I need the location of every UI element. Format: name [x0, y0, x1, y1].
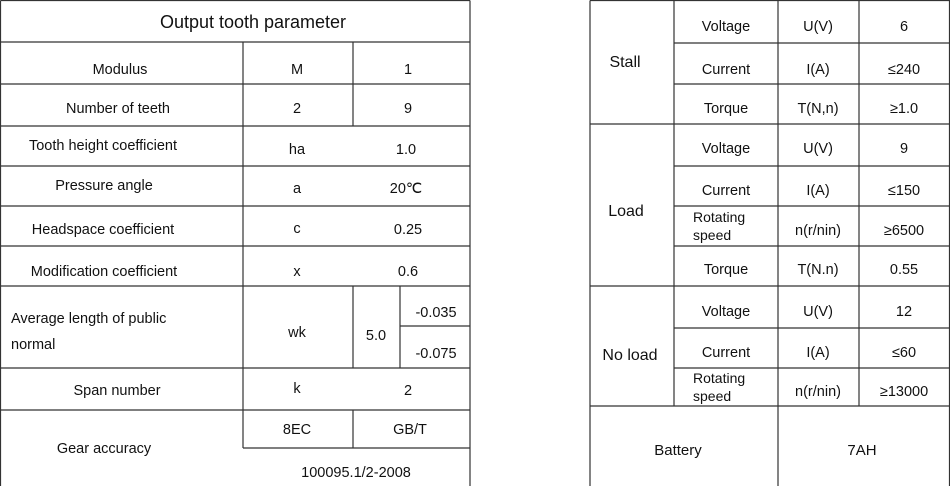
param-value-modulus: 1	[403, 62, 413, 78]
load-torque-unit: T(N.n)	[797, 262, 839, 278]
noload-current-param: Current	[701, 345, 751, 361]
param-value-teeth: 9	[403, 101, 413, 117]
param-name-modulus: Modulus	[92, 62, 148, 78]
section-label-no-load: No load	[602, 347, 658, 364]
load-speed-param-line2: speed	[693, 227, 732, 243]
param-symbol-modification: x	[293, 264, 301, 280]
param-value-wk-upper-tolerance: -0.035	[415, 305, 457, 321]
stall-torque-unit: T(N,n)	[797, 101, 839, 117]
param-name-modification: Modification coefficient	[30, 264, 178, 280]
param-symbol-teeth: 2	[292, 101, 302, 117]
load-current-value: ≤150	[887, 183, 921, 199]
noload-speed-param-line1: Rotating	[693, 370, 746, 386]
param-value-wk-base: 5.0	[365, 328, 387, 344]
param-name-teeth: Number of teeth	[66, 101, 170, 117]
load-voltage-unit: U(V)	[803, 141, 833, 157]
noload-speed-unit: n(r/nin)	[795, 384, 841, 400]
load-current-unit: I(A)	[806, 183, 830, 199]
param-name-pressure-angle: Pressure angle	[55, 178, 153, 194]
param-name-tooth-height: Tooth height coefficient	[28, 138, 178, 154]
stall-current-value: ≤240	[887, 62, 921, 78]
noload-voltage-value: 12	[895, 304, 913, 320]
param-symbol-modulus: M	[290, 62, 304, 78]
param-symbol-span: k	[293, 381, 301, 397]
stall-current-unit: I(A)	[806, 62, 830, 78]
load-speed-param-line1: Rotating	[693, 209, 746, 225]
noload-voltage-unit: U(V)	[803, 304, 833, 320]
stall-voltage-param: Voltage	[701, 19, 751, 35]
param-value-headspace: 0.25	[393, 222, 423, 238]
param-name-gear-accuracy: Gear accuracy	[56, 441, 152, 457]
load-voltage-value: 9	[899, 141, 909, 157]
param-name-span: Span number	[73, 383, 161, 399]
load-torque-param: Torque	[703, 262, 749, 278]
load-voltage-param: Voltage	[701, 141, 751, 157]
param-name-wk-line2: normal	[11, 337, 56, 353]
battery-value: 7AH	[847, 442, 877, 459]
noload-current-unit: I(A)	[806, 345, 830, 361]
stall-current-param: Current	[701, 62, 751, 78]
stall-voltage-value: 6	[899, 19, 909, 35]
battery-label: Battery	[654, 442, 702, 459]
stall-torque-value: ≥1.0	[889, 101, 919, 117]
section-label-stall: Stall	[609, 54, 641, 71]
load-torque-value: 0.55	[889, 262, 919, 278]
param-symbol-pressure-angle: a	[292, 181, 302, 197]
gear-accuracy-grade: 8EC	[282, 422, 312, 438]
left-table-title: Output tooth parameter	[159, 12, 347, 32]
param-symbol-headspace: c	[293, 221, 301, 237]
gear-accuracy-standard: GB/T	[393, 422, 427, 438]
stall-torque-param: Torque	[703, 101, 749, 117]
load-speed-unit: n(r/nin)	[795, 223, 841, 239]
param-value-tooth-height: 1.0	[395, 142, 417, 158]
param-value-span: 2	[403, 383, 413, 399]
gear-accuracy-standard-number: 100095.1/2-2008	[301, 465, 411, 481]
param-name-headspace: Headspace coefficient	[31, 222, 175, 238]
param-symbol-wk: wk	[288, 325, 306, 341]
stall-voltage-unit: U(V)	[803, 19, 833, 35]
noload-speed-value: ≥13000	[879, 384, 929, 400]
load-speed-value: ≥6500	[883, 223, 925, 239]
param-name-wk-line1: Average length of public	[11, 311, 167, 327]
param-symbol-tooth-height: ha	[288, 142, 306, 158]
load-current-param: Current	[701, 183, 751, 199]
param-value-modification: 0.6	[397, 264, 419, 280]
section-label-load: Load	[608, 203, 644, 220]
noload-voltage-param: Voltage	[701, 304, 751, 320]
noload-current-value: ≤60	[891, 345, 917, 361]
param-value-pressure-angle: 20℃	[389, 181, 423, 197]
left-table-grid	[1, 1, 471, 486]
noload-speed-param-line2: speed	[693, 388, 732, 404]
param-value-wk-lower-tolerance: -0.075	[415, 346, 457, 362]
